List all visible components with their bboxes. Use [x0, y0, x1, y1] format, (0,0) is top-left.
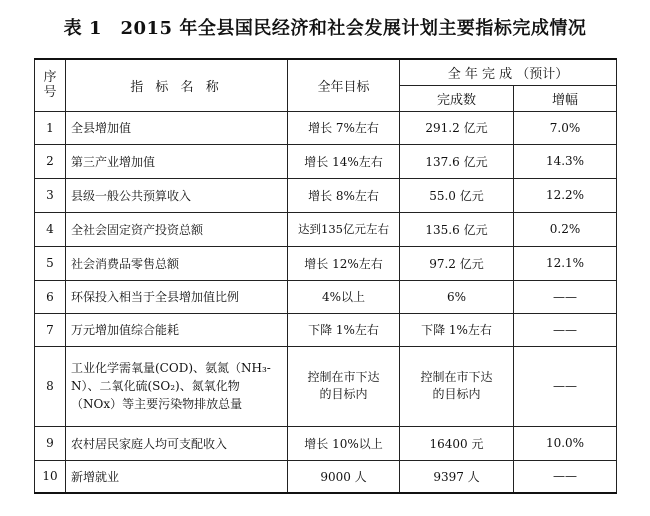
row-number: 10 [35, 460, 66, 493]
indicator-name: 工业化学需氧量(COD)、氨氮（NH₃-N）、二氧化硫(SO₂)、氮氧化物（NOx）等主要污染物排放总量 [66, 346, 288, 426]
table-row [35, 313, 617, 346]
indicator-name: 全社会固定资产投资总额 [66, 212, 288, 246]
indicator-target: 增长 14%左右 [288, 144, 400, 178]
indicator-growth: —— [514, 460, 617, 493]
indicator-done: 16400 元 [400, 426, 514, 460]
indicator-name: 万元增加值综合能耗 [66, 313, 288, 346]
indicator-growth: 12.2% [514, 178, 617, 212]
indicator-table [34, 58, 617, 494]
row-number: 2 [35, 144, 66, 178]
table-row [35, 212, 617, 246]
indicator-name: 环保投入相当于全县增加值比例 [66, 280, 288, 313]
table-title: 表 1 2015 年全县国民经济和社会发展计划主要指标完成情况 [63, 18, 587, 39]
row-number: 4 [35, 212, 66, 246]
indicator-target: 增长 10%以上 [288, 426, 400, 460]
indicator-done: 97.2 亿元 [400, 246, 514, 280]
table-row [35, 346, 617, 426]
table-row [35, 178, 617, 212]
indicator-done: 9397 人 [400, 460, 514, 493]
header-target: 全年目标 [288, 59, 400, 111]
table-row [35, 144, 617, 178]
header-name: 指 标 名 称 [66, 59, 288, 111]
row-number: 7 [35, 313, 66, 346]
row-number: 1 [35, 111, 66, 144]
indicator-target: 增长 7%左右 [288, 111, 400, 144]
table-row [35, 246, 617, 280]
indicator-growth: 0.2% [514, 212, 617, 246]
header-completion: 全 年 完 成 （预计） [400, 59, 617, 85]
row-number: 5 [35, 246, 66, 280]
indicator-done: 下降 1%左右 [400, 313, 514, 346]
indicator-target: 达到135亿元左右 [288, 212, 400, 246]
indicator-growth: 12.1% [514, 246, 617, 280]
indicator-growth: 10.0% [514, 426, 617, 460]
indicator-done: 55.0 亿元 [400, 178, 514, 212]
header-growth: 增幅 [514, 85, 617, 111]
header-completed-value: 完成数 [400, 85, 514, 111]
row-number: 6 [35, 280, 66, 313]
indicator-name: 农村居民家庭人均可支配收入 [66, 426, 288, 460]
indicator-growth: —— [514, 280, 617, 313]
table-row [35, 111, 617, 144]
indicator-done: 控制在市下达的目标内 [400, 346, 514, 426]
indicator-growth: —— [514, 346, 617, 426]
header-seq: 序号 [35, 59, 66, 111]
indicator-target: 控制在市下达的目标内 [288, 346, 400, 426]
indicator-growth: 7.0% [514, 111, 617, 144]
indicator-done: 137.6 亿元 [400, 144, 514, 178]
indicator-name: 县级一般公共预算收入 [66, 178, 288, 212]
indicator-done: 291.2 亿元 [400, 111, 514, 144]
row-number: 8 [35, 346, 66, 426]
indicator-target: 增长 8%左右 [288, 178, 400, 212]
row-number: 3 [35, 178, 66, 212]
indicator-name: 社会消费品零售总额 [66, 246, 288, 280]
indicator-name: 新增就业 [66, 460, 288, 493]
indicator-target: 9000 人 [288, 460, 400, 493]
indicator-name: 第三产业增加值 [66, 144, 288, 178]
indicator-done: 6% [400, 280, 514, 313]
table-row [35, 280, 617, 313]
row-number: 9 [35, 426, 66, 460]
table-row [35, 460, 617, 493]
table-row [35, 426, 617, 460]
indicator-target: 下降 1%左右 [288, 313, 400, 346]
indicator-name: 全县增加值 [66, 111, 288, 144]
indicator-growth: —— [514, 313, 617, 346]
indicator-done: 135.6 亿元 [400, 212, 514, 246]
indicator-growth: 14.3% [514, 144, 617, 178]
indicator-target: 4%以上 [288, 280, 400, 313]
indicator-target: 增长 12%左右 [288, 246, 400, 280]
